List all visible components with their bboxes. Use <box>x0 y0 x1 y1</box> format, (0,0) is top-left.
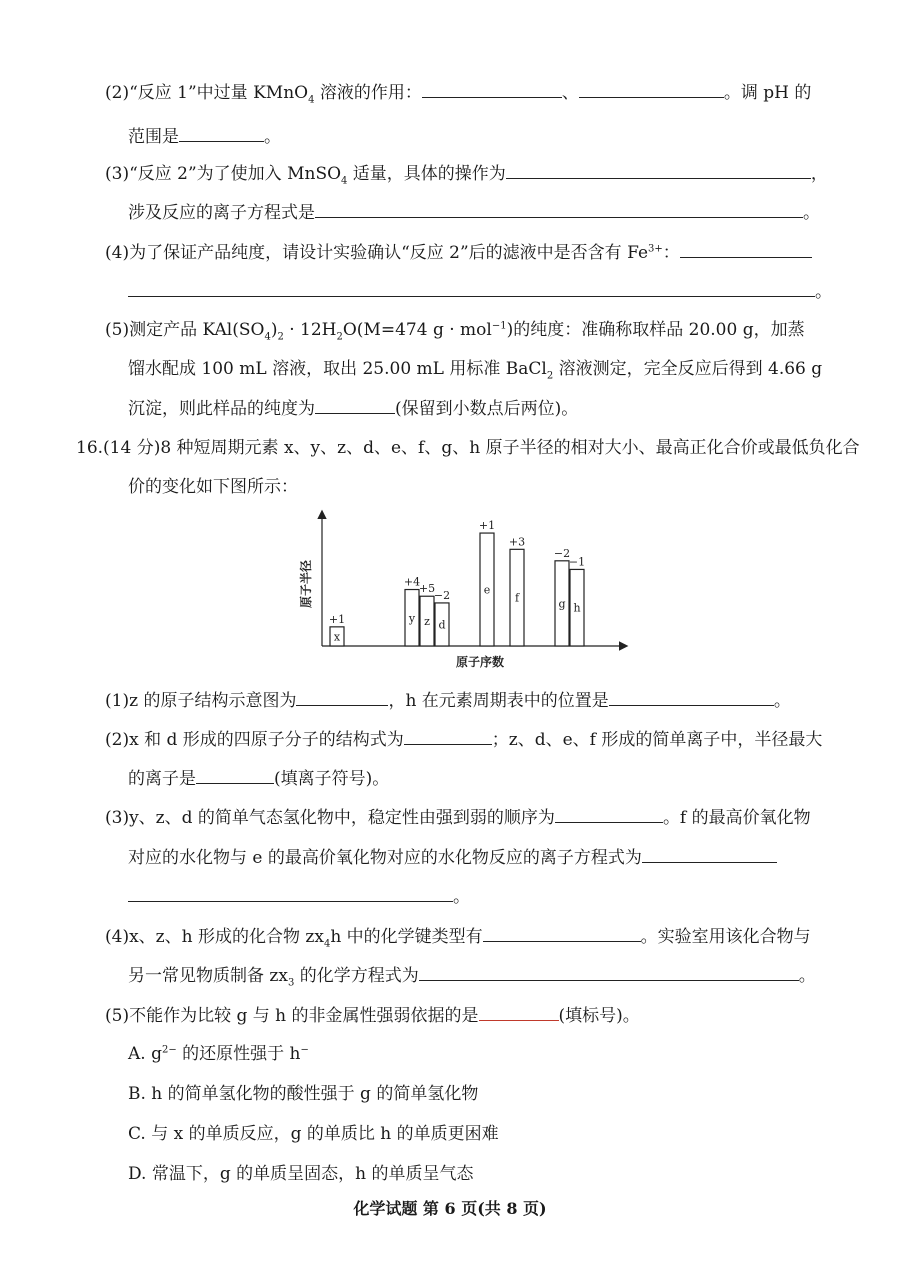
valence-label-y: +4 <box>403 575 421 589</box>
answer-blank[interactable] <box>296 688 388 706</box>
x-axis-label: 原子序数 <box>455 655 505 669</box>
answer-blank[interactable] <box>609 688 774 706</box>
answer-blank[interactable] <box>404 727 492 745</box>
q16-intro-line1: 16.(14 分)8 种短周期元素 x、y、z、d、e、f、g、h 原子半径的相对大小、最高正化合价或最低负化合 <box>76 438 860 458</box>
q16-option-d: D. 常温下，g 的单质呈固态，h 的单质呈气态 <box>128 1164 474 1184</box>
valence-label-g: −2 <box>553 546 571 560</box>
answer-blank[interactable] <box>422 80 562 98</box>
answer-blank[interactable] <box>128 279 815 297</box>
q16-option-b: B. h 的简单氢化物的酸性强于 g 的简单氢化物 <box>128 1084 479 1104</box>
q16-part4-line2: 另一常见物质制备 $zx_3$ 的化学方程式为 。 <box>128 963 816 987</box>
q16-part3-line1: (3)y、z、d 的简单气态氢化物中，稳定性由强到弱的顺序为 。f 的最高价氧化物 <box>105 805 811 829</box>
answer-blank[interactable] <box>555 805 663 823</box>
q16-part3-line3: 。 <box>128 884 470 908</box>
answer-blank[interactable] <box>128 884 453 902</box>
bar-label-g: g <box>558 597 566 611</box>
valence-label-z: +5 <box>418 582 436 596</box>
bar-label-y: y <box>408 611 416 625</box>
atomic-radius-chart <box>288 506 633 678</box>
q16-part2-line1: (2)x 和 d 形成的四原子分子的结构式为 ；z、d、e、f 形成的简单离子中，半径最大 <box>105 727 822 751</box>
valence-label-d: −2 <box>433 588 451 602</box>
q16-part1: (1)z 的原子结构示意图为 ，h 在元素周期表中的位置是 。 <box>105 688 791 712</box>
answer-blank[interactable] <box>479 1003 559 1021</box>
q15-part5-line1: (5)测定产品 $KAl(SO_4)_2 \cdot 12H_2O(M=474$ g · mol$^{-1}$)的纯度：准确称取样品 20.00 g，加蒸 <box>105 320 805 343</box>
valence-label-x: +1 <box>328 612 346 626</box>
q15-part5-line3: 沉淀，则此样品的纯度为 (保留到小数点后两位)。 <box>128 396 578 420</box>
bar-label-f: f <box>514 591 520 605</box>
q16-part4-line1: (4)x、z、h 形成的化合物 $zx_4h$ 中的化学键类型有 。实验室用该化合物与 <box>105 924 811 948</box>
valence-label-e: +1 <box>478 519 496 533</box>
q16-option-c: C. 与 x 的单质反应，g 的单质比 h 的单质更困难 <box>128 1124 499 1144</box>
valence-label-f: +3 <box>508 535 526 549</box>
answer-blank[interactable] <box>315 396 395 414</box>
page-footer: 化学试题 第 6 页(共 8 页) <box>353 1199 547 1218</box>
q15-part3-line2: 涉及反应的离子方程式是 。 <box>128 200 820 224</box>
answer-blank[interactable] <box>642 845 777 863</box>
q16-intro-line2: 价的变化如下图所示： <box>128 477 298 497</box>
q15-part2-line2: 范围是 。 <box>128 124 281 148</box>
q16-part2-line2: 的离子是 (填离子符号)。 <box>128 766 389 790</box>
q15-part4-line2: 。 <box>128 279 832 303</box>
answer-blank[interactable] <box>315 200 803 218</box>
y-axis-label: 原子半径 <box>299 559 313 609</box>
answer-blank[interactable] <box>506 161 811 179</box>
answer-blank[interactable] <box>196 766 274 784</box>
answer-blank[interactable] <box>483 924 641 942</box>
q16-part3-line2: 对应的水化物与 e 的最高价氧化物对应的水化物反应的离子方程式为 <box>128 845 777 869</box>
q15-part5-line2: 馏水配成 100 mL 溶液，取出 25.00 mL 用标准 BaCl$_2$ 溶液测定，完全反应后得到 4.66 g <box>128 359 823 382</box>
q16-part5: (5)不能作为比较 g 与 h 的非金属性强弱依据的是 (填标号)。 <box>105 1003 640 1027</box>
answer-blank[interactable] <box>579 80 724 98</box>
answer-blank[interactable] <box>419 963 799 981</box>
answer-blank[interactable] <box>680 240 812 258</box>
q15-part4-line1: (4)为了保证产品纯度，请设计实验确认“反应 2”后的滤液中是否含有 $Fe^{3+}$： <box>105 240 812 264</box>
valence-label-h: −1 <box>568 555 586 569</box>
bar-label-e: e <box>483 583 491 597</box>
bar-label-h: h <box>573 601 581 615</box>
q15-part2-line1: (2)“反应 1”中过量 KMnO$_4$ 溶液的作用： 、 。调 pH 的 <box>105 80 811 104</box>
bar-label-z: z <box>424 615 430 629</box>
bar-label-x: x <box>333 630 341 644</box>
q16-option-a: A. $g^{2-}$ 的还原性强于 h− <box>128 1044 309 1064</box>
answer-blank[interactable] <box>179 124 264 142</box>
q15-part3-line1: (3)“反应 2”为了使加入 MnSO$_4$ 适量，具体的操作为 ， <box>105 161 828 185</box>
bar-label-d: d <box>438 618 446 632</box>
